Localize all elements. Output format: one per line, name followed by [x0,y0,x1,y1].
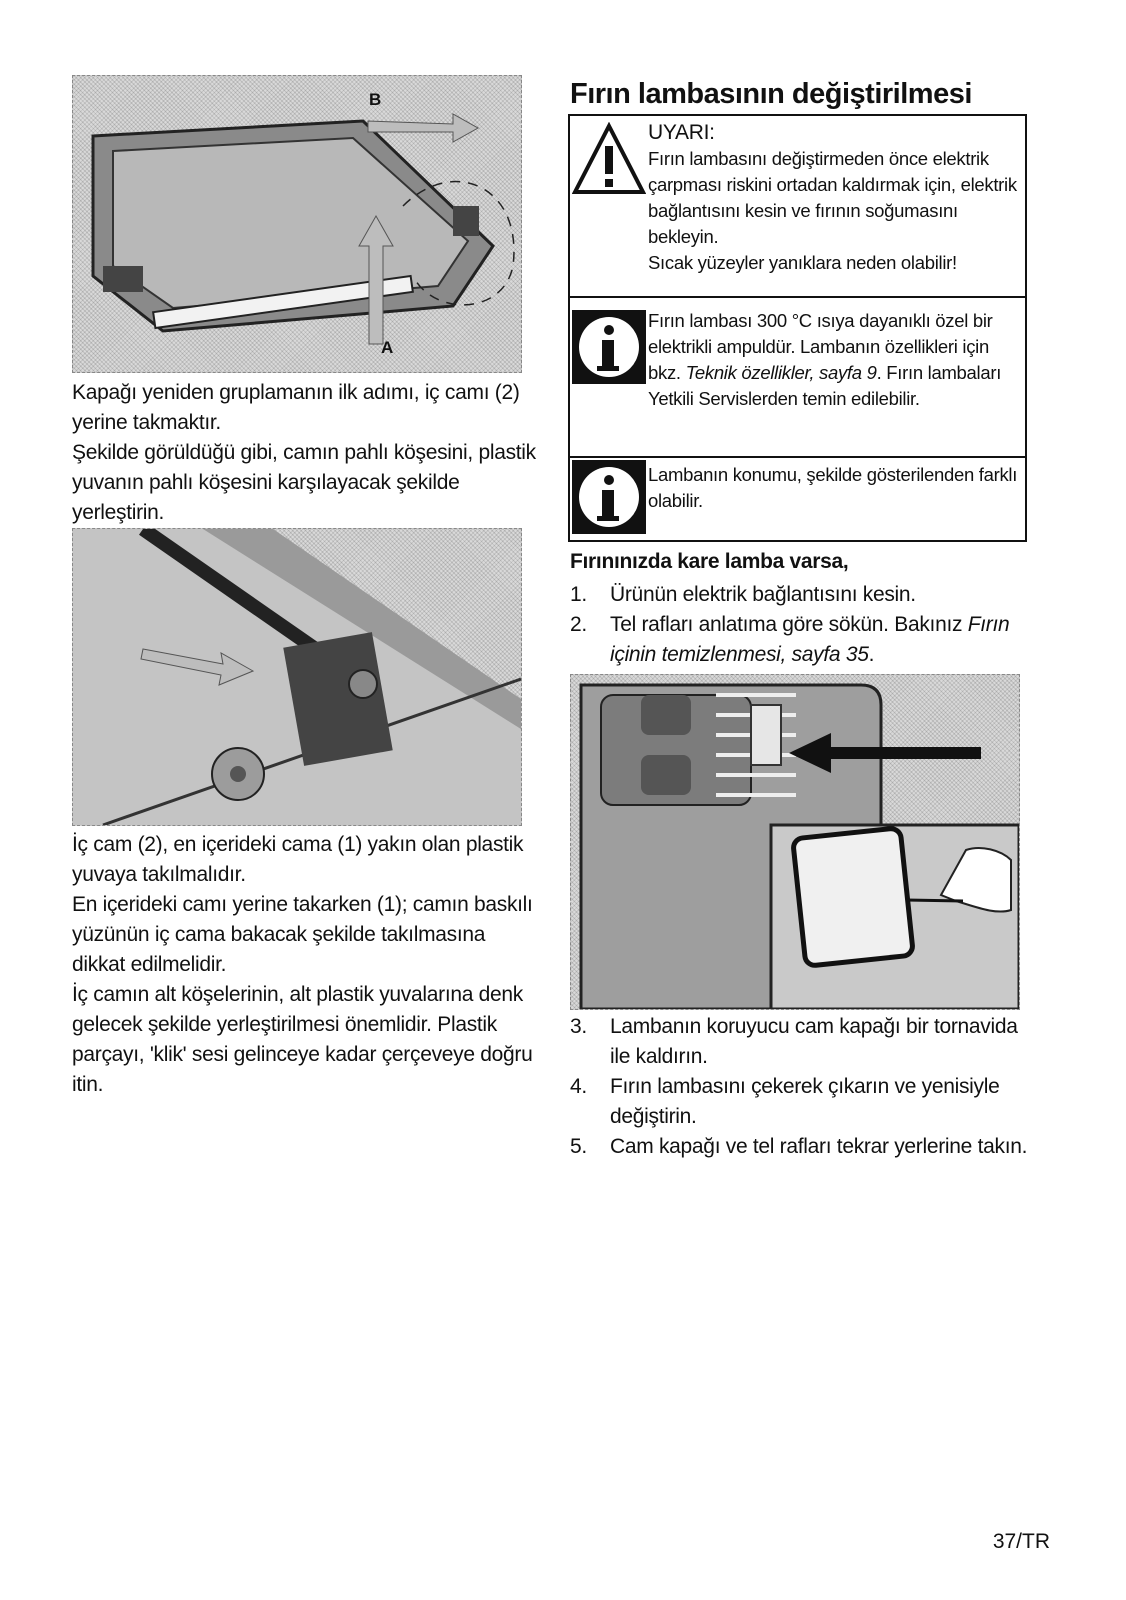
spec-page-reference: Teknik özellikler, sayfa 9 [685,362,877,383]
list-item [570,580,1040,610]
info-text-lamp-spec [648,308,1019,412]
info-row-lamp-position [570,456,1025,544]
warning-text [648,120,1019,276]
warning-burn: Sıcak yüzeyler yanıklara neden olabilir! [648,252,957,273]
list-item [570,1012,1040,1072]
steps-list-a [570,580,1040,670]
step-text: Cam kapağı ve tel rafları tekrar yerlerine takın. [610,1135,1028,1158]
door-glass-figure [72,75,522,373]
step-text: Ürünün elektrik bağlantısını kesin. [610,583,916,606]
warning-row [570,116,1025,296]
warning-heading: UYARI: [648,121,715,144]
step-number: 5. [570,1135,587,1158]
list-item [570,1132,1040,1162]
info-icon [572,460,646,539]
notice-box [568,114,1027,542]
paragraph: Şekilde görüldüğü gibi, camın pahlı köşesini, plastik yuvanın pahlı köşesini karşılayacak şekilde yerleştirin. [72,441,536,524]
paragraph: İç camın alt köşelerinin, alt plastik yuvalarına denk gelecek şekilde yerleştirilmesi önemlidir. Plastik parçayı, 'klik' sesi gelinceye kadar çerçeveye doğru itin. [72,983,533,1096]
info-text-part: Fırın lambası 300 °C ısıya dayanıklı özel bir elektrikli ampuldür. Lambanın özellikleri için bkz. [648,310,993,383]
info-text-part: . Fırın lambaları Yetkili Servislerden temin edilebilir. [648,362,1002,409]
plastic-slot-illustration [73,529,521,825]
paragraph: İç cam (2), en içerideki cama (1) yakın olan plastik yuvaya takılmalıdır. [72,833,524,886]
warning-body: Fırın lambasını değiştirmeden önce elektrik çarpması riskini ortadan kaldırmak için, elektrik bağlantısını kesin ve fırının soğumasını bekleyin. [648,148,1017,247]
oven-lamp-illustration [571,675,1019,1009]
paragraph: En içerideki camı yerine takarken (1); camın baskılı yüzünün iç cama bakacak şekilde takılmasına dikkat edilmelidir. [72,893,533,976]
step-number: 2. [570,613,587,636]
step-text: Fırın lambasını çekerek çıkarın ve yenisiyle değiştirin. [610,1075,1000,1128]
step-text: Tel rafları anlatıma göre sökün. Bakınız [610,613,968,636]
list-item [570,1072,1040,1132]
square-lamp-heading: Fırınınızda kare lamba varsa, [570,550,849,573]
reassembly-instructions [72,378,542,528]
warning-triangle-icon [572,122,646,201]
info-row-lamp-spec [570,296,1025,458]
section-title: Fırın lambasının değiştirilmesi [570,78,972,110]
figure-label-a: A [381,338,394,357]
figure-label-b: B [369,90,382,109]
info-icon [572,310,646,389]
plastic-slot-figure [72,528,522,826]
step-number: 4. [570,1075,587,1098]
info-text-lamp-position: Lambanın konumu, şekilde gösterilenden farklı olabilir. [648,464,1018,511]
step-text-tail: . [868,643,875,666]
step-number: 3. [570,1015,587,1038]
steps-list-b [570,1012,1040,1162]
oven-lamp-figure [570,674,1020,1010]
inner-glass-instructions [72,830,542,1100]
door-glass-illustration [73,76,521,372]
list-item [570,610,1040,670]
step-text: Lambanın koruyucu cam kapağı bir tornavida ile kaldırın. [610,1015,1018,1068]
paragraph: Kapağı yeniden gruplamanın ilk adımı, iç camı (2) yerine takmaktır. [72,381,520,434]
page-number: 37/TR [992,1530,1050,1553]
step-number: 1. [570,583,587,606]
cleaning-page-reference: Fırın içinin temizlenmesi, sayfa 35 [610,613,1010,666]
